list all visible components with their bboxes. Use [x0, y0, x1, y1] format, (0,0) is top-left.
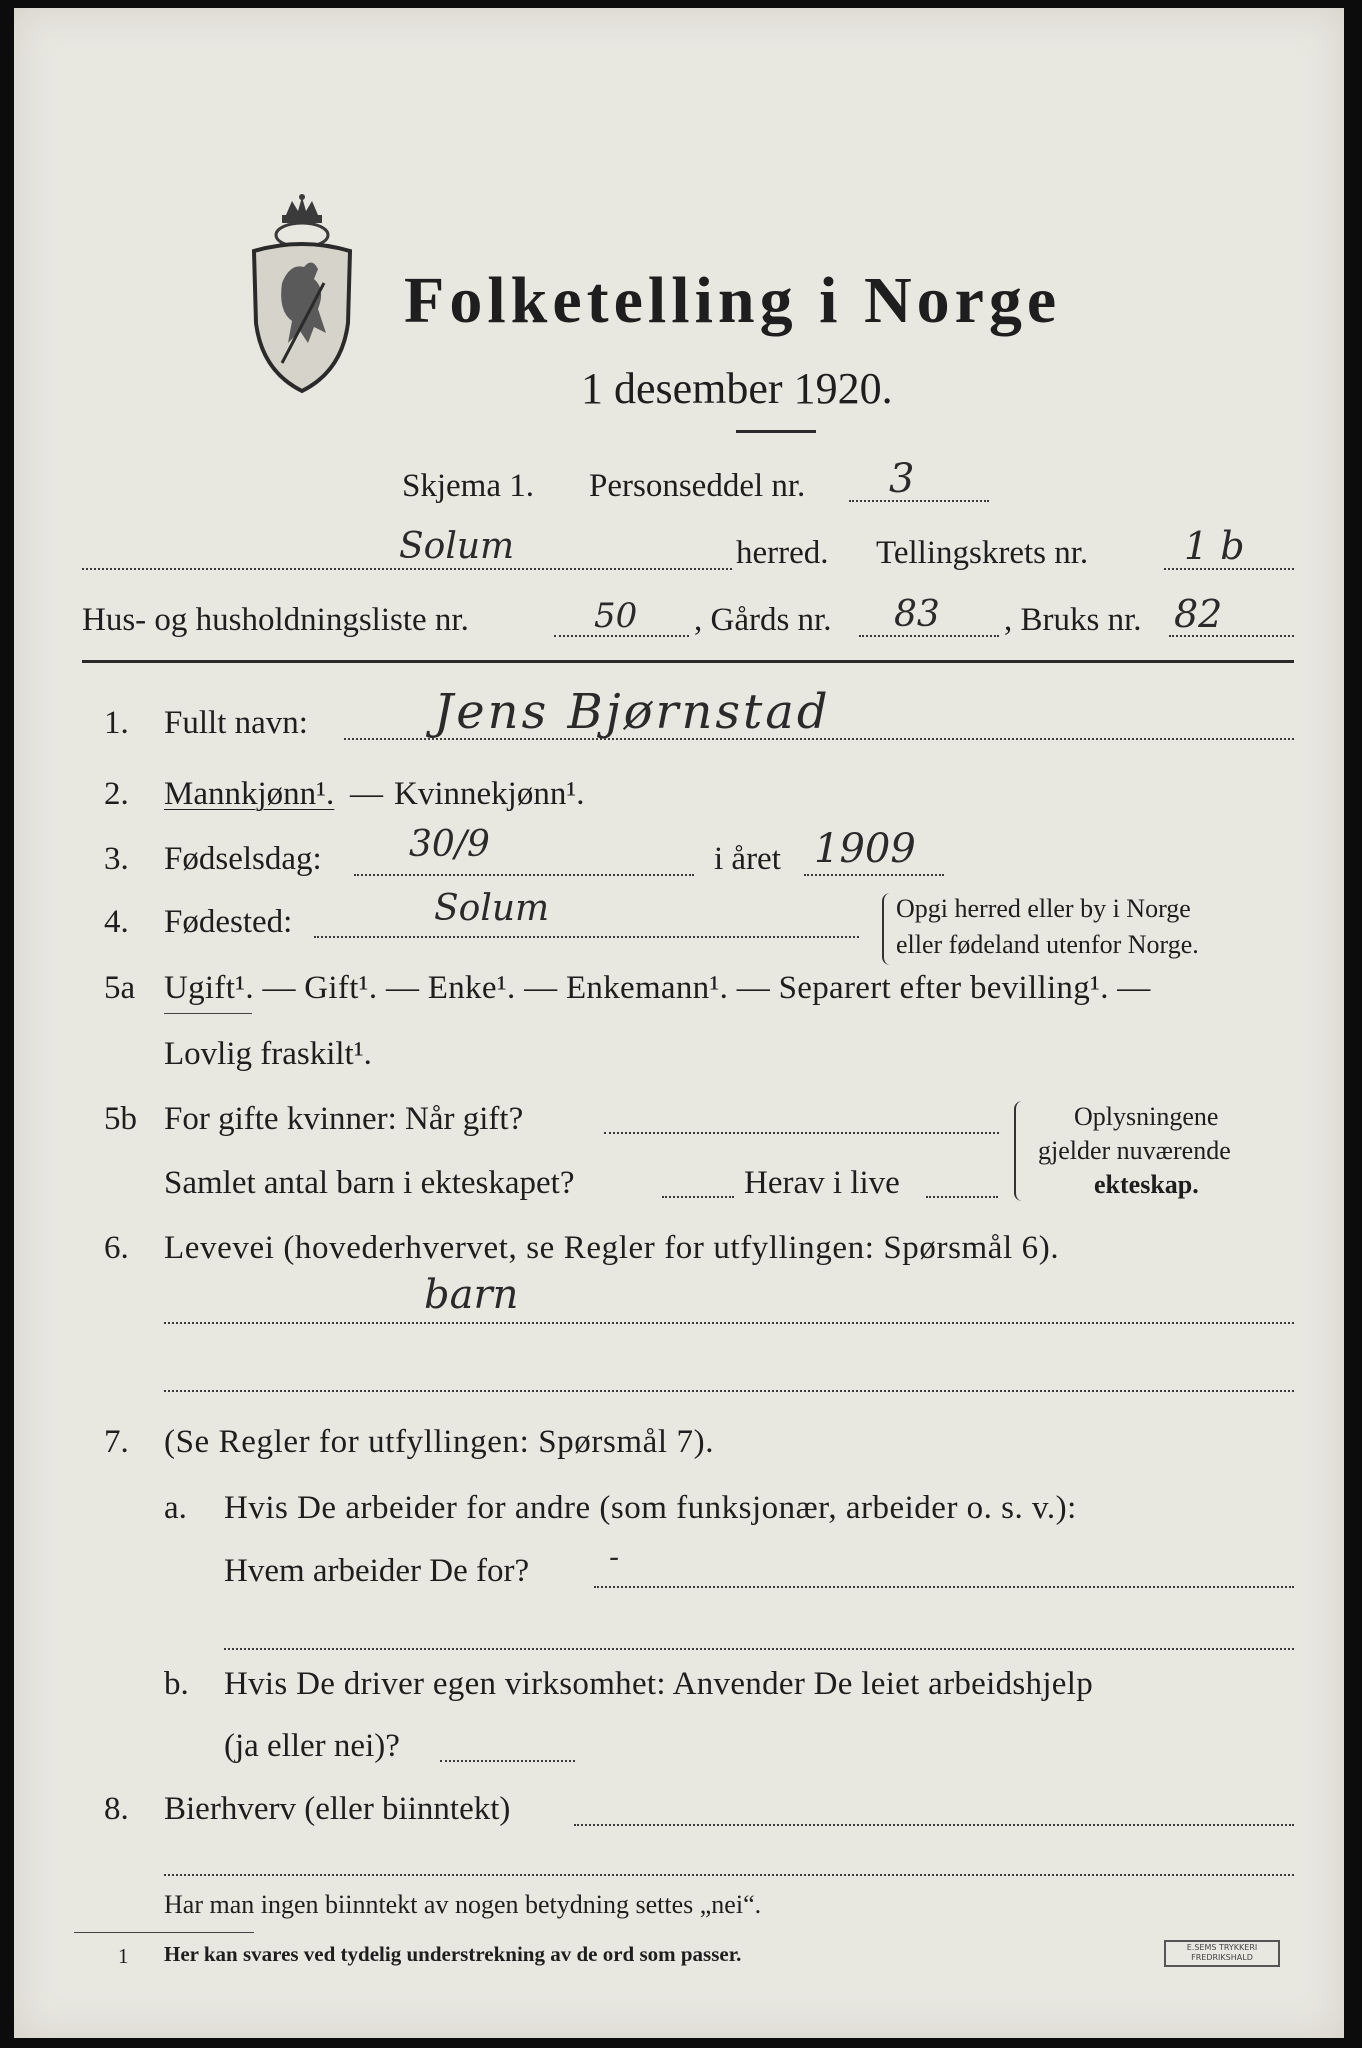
husholdningsliste-label: Hus- og husholdningsliste nr. [82, 602, 469, 638]
tellingskrets-field[interactable] [1164, 568, 1294, 570]
bruks-label: , Bruks nr. [1004, 602, 1142, 638]
q5b-note-line2: gjelder nuværende [1038, 1136, 1231, 1165]
q2-female-option[interactable]: Kvinnekjønn¹. [394, 776, 585, 812]
birthday-value: 30/9 [409, 824, 490, 865]
full-name-value: Jens Bjørnstad [434, 684, 831, 740]
gards-label: , Gårds nr. [694, 602, 832, 638]
occupation-field[interactable] [164, 1322, 1294, 1324]
q8-number: 8. [104, 1791, 129, 1827]
census-date: 1 desember 1920. [581, 364, 893, 413]
q6-number: 6. [104, 1230, 129, 1266]
bruks-value: 82 [1174, 592, 1223, 636]
q7-number: 7. [104, 1424, 129, 1460]
q5b-children-label: Samlet antal barn i ekteskapet? [164, 1165, 575, 1201]
employer-field-2[interactable] [224, 1648, 1294, 1650]
q5a-number: 5a [104, 970, 136, 1006]
q2-number: 2. [104, 776, 129, 812]
q7a-label: Hvis De arbeider for andre (som funksjonær, arbeider o. s. v.): [224, 1490, 1077, 1526]
employer-field[interactable] [594, 1586, 1294, 1588]
q2-separator: — [350, 776, 383, 812]
ugift-underline [164, 1013, 252, 1014]
q4-note-brace [882, 893, 890, 965]
marital-status-options-2[interactable]: Lovlig fraskilt¹. [164, 1036, 372, 1072]
occupation-value: barn [424, 1272, 519, 1318]
q2-male-option[interactable]: Mannkjønn¹. [164, 776, 335, 812]
tellingskrets-value: 1 b [1184, 524, 1245, 568]
q4-note-line2: eller fødeland utenfor Norge. [896, 930, 1199, 959]
gards-field[interactable] [859, 635, 999, 637]
q8-label: Bierhverv (eller biinntekt) [164, 1791, 511, 1827]
q3-label: Fødselsdag: [164, 841, 322, 877]
q7b-label: Hvis De driver egen virksomhet: Anvender De leiet arbeidshjelp [224, 1666, 1094, 1702]
footnote-number: 1 [118, 1944, 129, 1968]
gards-value: 83 [894, 594, 940, 635]
q6-label: Levevei (hovederhvervet, se Regler for utfyllingen: Spørsmål 6). [164, 1230, 1060, 1266]
occupation-field-2[interactable] [164, 1390, 1294, 1392]
q7a-employer-label: Hvem arbeider De for? [224, 1553, 530, 1589]
tellingskrets-label: Tellingskrets nr. [876, 535, 1089, 571]
q5b-note-brace [1014, 1101, 1022, 1201]
q5b-alive-label: Herav i live [744, 1165, 900, 1201]
married-date-field[interactable] [604, 1132, 999, 1134]
title-divider [736, 430, 816, 433]
birth-year-value: 1909 [814, 826, 916, 872]
birthday-field[interactable] [354, 874, 694, 876]
q5b-line1: For gifte kvinner: Når gift? [164, 1101, 524, 1137]
q7b-label-2: (ja eller nei)? [224, 1728, 400, 1764]
side-income-field-2[interactable] [164, 1874, 1294, 1876]
side-income-note: Har man ingen biinntekt av nogen betydning settes „nei“. [164, 1890, 762, 1919]
husholdningsliste-value: 50 [594, 596, 638, 636]
footnote-divider [74, 1932, 254, 1933]
skjema-label: Skjema 1. [402, 468, 534, 504]
q5b-note-line1: Oplysningene [1074, 1102, 1219, 1131]
hired-help-field[interactable] [440, 1760, 575, 1762]
birth-year-field[interactable] [804, 874, 944, 876]
marital-status-options[interactable]: Ugift¹. — Gift¹. — Enke¹. — Enkemann¹. — Separert efter bevilling¹. — [164, 970, 1151, 1006]
side-income-field[interactable] [574, 1824, 1294, 1826]
personseddel-field[interactable] [849, 500, 989, 502]
form-title: Folketelling i Norge [404, 264, 1062, 337]
footnote-text: Her kan svares ved tydelig understrekning av de ord som passer. [164, 1942, 742, 1966]
children-count-field[interactable] [662, 1196, 734, 1198]
personseddel-label: Personseddel nr. [589, 468, 806, 504]
herred-field[interactable] [82, 568, 732, 570]
q4-note-line1: Opgi herred eller by i Norge [896, 894, 1191, 923]
header-divider [82, 660, 1294, 663]
q7b-number: b. [164, 1666, 189, 1702]
personseddel-value: 3 [889, 456, 915, 502]
employer-value: - [609, 1540, 620, 1575]
census-form-page [14, 8, 1344, 2038]
q3-number: 3. [104, 841, 129, 877]
q5b-number: 5b [104, 1101, 137, 1137]
herred-label: herred. [736, 535, 829, 571]
q4-label: Fødested: [164, 904, 293, 940]
birthplace-value: Solum [434, 888, 550, 929]
q3-year-label: i året [714, 841, 781, 877]
q4-number: 4. [104, 904, 129, 940]
q5b-note-line3: ekteskap. [1094, 1170, 1199, 1199]
herred-value: Solum [399, 526, 515, 567]
q1-number: 1. [104, 705, 129, 741]
birthplace-field[interactable] [314, 936, 859, 938]
q7-label: (Se Regler for utfyllingen: Spørsmål 7). [164, 1424, 715, 1460]
q7a-number: a. [164, 1490, 187, 1526]
children-alive-field[interactable] [926, 1196, 998, 1198]
norwegian-coat-of-arms-icon [242, 193, 362, 403]
q1-label: Fullt navn: [164, 705, 308, 741]
printer-stamp: E.SEMS TRYKKERI FREDRIKSHALD [1164, 1940, 1280, 1967]
